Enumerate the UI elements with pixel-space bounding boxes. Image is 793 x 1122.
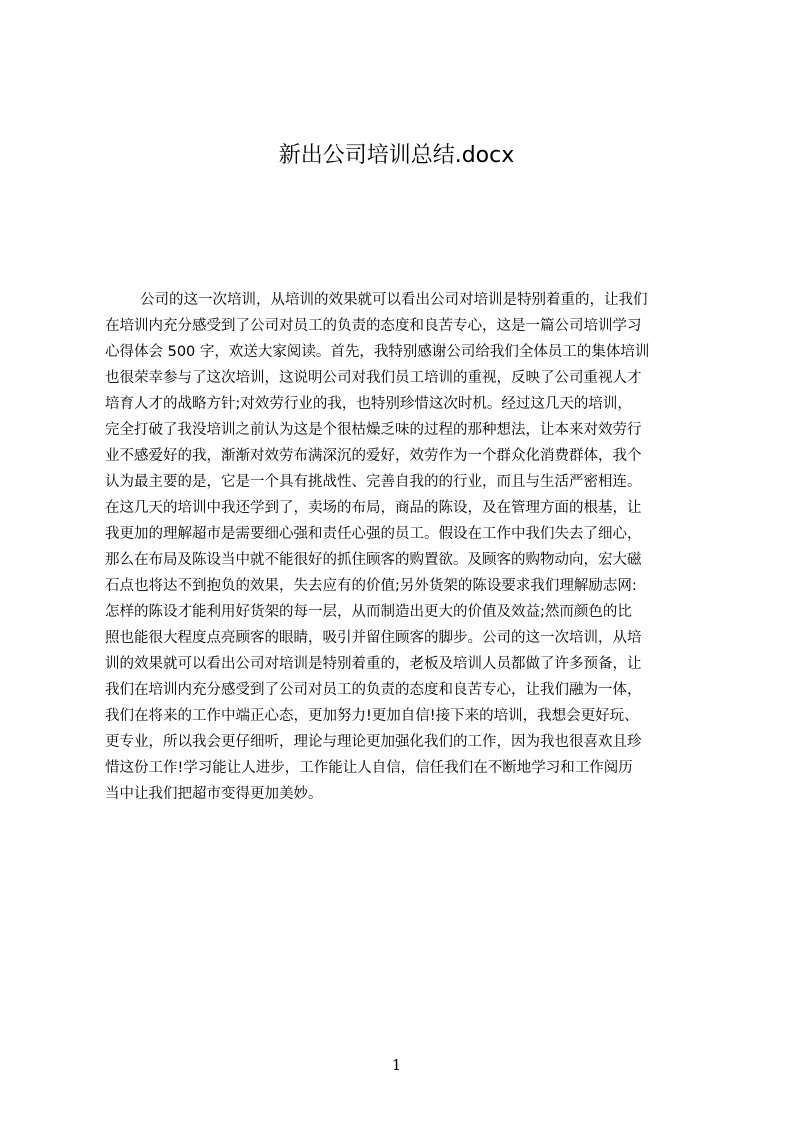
body-line: 石点也将达不到抱负的效果，失去应有的价值;另外货架的陈设要求我们理解励志网: xyxy=(105,578,637,594)
document-title: 新出公司培训总结.docx xyxy=(278,143,515,168)
body-line: 公司的这一次培训，从培训的效果就可以看出公司对培训是特别着重的，让我们 xyxy=(140,292,648,308)
body-line: 培育人才的战略方针;对效劳行业的我，也特别珍惜这次时机。经过这几天的培训， xyxy=(105,396,632,412)
body-line: 也很荣幸参与了这次培训，这说明公司对我们员工培训的重视，反映了公司重视人才 xyxy=(105,370,642,386)
document-body xyxy=(105,287,699,807)
body-line: 我们在将来的工作中端正心态，更加努力!更加自信!接下来的培训，我想会更好玩、 xyxy=(105,708,639,724)
body-line: 训的效果就可以看出公司对培训是特别着重的，老板及培训人员都做了许多预备，让 xyxy=(105,656,642,672)
body-line: 在这几天的培训中我还学到了，卖场的布局，商品的陈设，及在管理方面的根基，让 xyxy=(105,500,642,516)
body-line: 在培训内充分感受到了公司对员工的负责的态度和良苦专心，这是一篇公司培训学习 xyxy=(105,318,642,334)
body-line: 照也能很大程度点亮顾客的眼睛，吸引并留住顾客的脚步。公司的这一次培训，从培 xyxy=(105,630,642,646)
page-number: 1 xyxy=(391,1056,402,1074)
body-line: 心得体会 500 字，欢送大家阅读。首先，我特别感谢公司给我们全体员工的集体培训 xyxy=(105,344,650,360)
body-line: 我更加的理解超市是需要细心强和责任心强的员工。假设在工作中我们失去了细心， xyxy=(105,526,642,542)
body-line: 我们在培训内充分感受到了公司对员工的负责的态度和良苦专心，让我们融为一体， xyxy=(105,682,642,698)
body-line: 惜这份工作!学习能让人进步，工作能让人自信，信任我们在不断地学习和工作阅历 xyxy=(105,760,633,776)
body-line: 那么在布局及陈设当中就不能很好的抓住顾客的购置欲。及顾客的购物动向，宏大磁 xyxy=(105,552,642,568)
body-line: 认为最主要的是，它是一个具有挑战性、完善自我的的行业，而且与生活严密相连。 xyxy=(105,474,642,490)
body-line: 当中让我们把超市变得更加美妙。 xyxy=(105,786,323,802)
body-line: 业不感爱好的我，渐渐对效劳布满深沉的爱好，效劳作为一个群众化消费群体，我个 xyxy=(105,448,642,464)
body-line: 更专业，所以我会更仔细听，理论与理论更加强化我们的工作，因为我也很喜欢且珍 xyxy=(105,734,642,750)
body-line: 完全打破了我没培训之前认为这是个很枯燥乏味的过程的那种想法，让本来对效劳行 xyxy=(105,422,642,438)
body-line: 怎样的陈设才能利用好货架的每一层，从而制造出更大的价值及效益;然而颜色的比 xyxy=(105,604,632,620)
